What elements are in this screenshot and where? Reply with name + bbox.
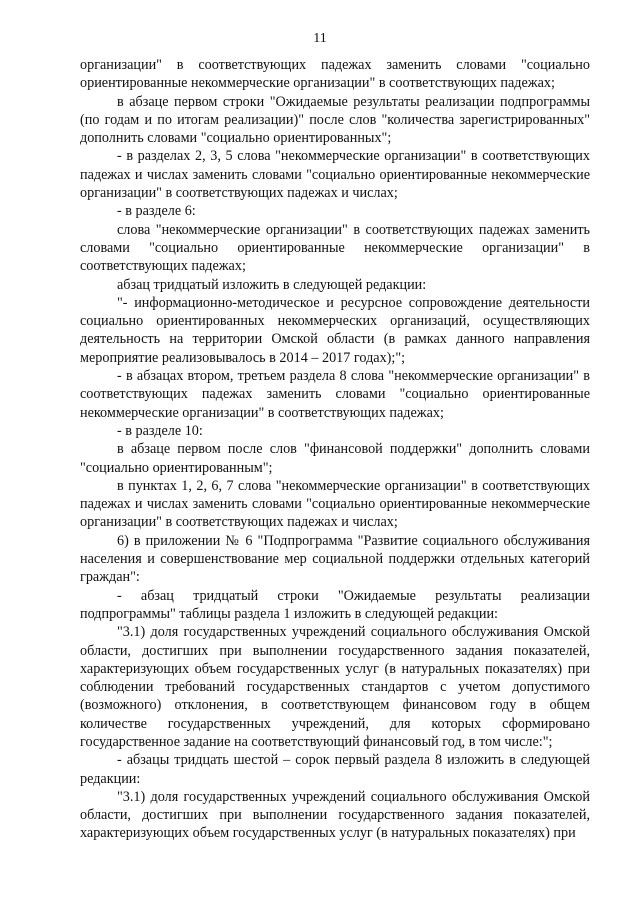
page-number: 11	[313, 31, 327, 46]
paragraph-11: в пунктах 1, 2, 6, 7 слова "некоммерческие организации" в соответствующих падежах и числах заменить словами "социально ориентированные некоммерческие организации" в соответствующих падежах и числах;	[80, 477, 590, 531]
document-body	[80, 56, 590, 843]
paragraph-14: "3.1) доля государственных учреждений социального обслуживания Омской области, достигших при выполнении государственного задания показателей, характеризующих объем государственных услуг (в натуральных показателях) при соблюдении требований государственных стандартов с учетом допустимого (возможного) отклонения, в соответствующем финансовом году в общем количестве государственных учреждений, для которых сформировано государственное задание на соответствующий финансовый год, в том числе:";	[80, 624, 590, 750]
paragraph-3: - в разделах 2, 3, 5 слова "некоммерческие организации" в соответствующих падежах и числах заменить словами "социально ориентированные некоммерческие организации" в соответствующих падежах и числах;	[80, 148, 590, 202]
paragraph-7: "- информационно-методическое и ресурсное сопровождение деятельности социально ориентированных некоммерческих организаций, осуществляющих деятельность на территории Омской области (в рамках данного направления мероприятие реализовывалось в 2014 – 2017 годах);";	[80, 294, 590, 366]
paragraph-15: - абзацы тридцать шестой – сорок первый раздела 8 изложить в следующей редакции:	[80, 752, 590, 787]
paragraph-1: организации" в соответствующих падежах заменить словами "социально ориентированные некоммерческие организации" в соответствующих падежах;	[80, 57, 590, 92]
paragraph-8: - в абзацах втором, третьем раздела 8 слова "некоммерческие организации" в соответствующих падежах заменить словами "социально ориентированные некоммерческие организации" в соответствующих падежах;	[80, 368, 590, 421]
paragraph-12: 6) в приложении № 6 "Подпрограмма "Развитие социального обслуживания населения и совершенствование мер социальной поддержки отдельных категорий граждан":	[80, 532, 590, 586]
paragraph-16: "3.1) доля государственных учреждений социального обслуживания Омской области, достигших при выполнении государственного задания показателей, характеризующих объем государственных услуг (в натуральных показателях) при	[80, 788, 590, 842]
paragraph-6: абзац тридцатый изложить в следующей редакции:	[117, 276, 427, 293]
paragraph-5: слова "некоммерческие организации" в соответствующих падежах заменить словами "социально ориентированные некоммерческие организации" в соответствующих падежах;	[80, 221, 590, 275]
paragraph-10: в абзаце первом после слов "финансовой поддержки" дополнить словами "социально ориентированным";	[80, 441, 590, 476]
paragraph-9: - в разделе 10:	[117, 422, 203, 439]
paragraph-13: - абзац тридцатый строки "Ожидаемые результаты реализации подпрограммы" таблицы раздела 1 изложить в следующей редакции:	[80, 587, 590, 622]
paragraph-2: в абзаце первом строки "Ожидаемые результаты реализации подпрограммы (по годам и по итогам реализации)" после слов "количества зарегистрированных" дополнить словами "социально ориентированных";	[80, 93, 590, 147]
paragraph-4: - в разделе 6:	[117, 203, 196, 220]
